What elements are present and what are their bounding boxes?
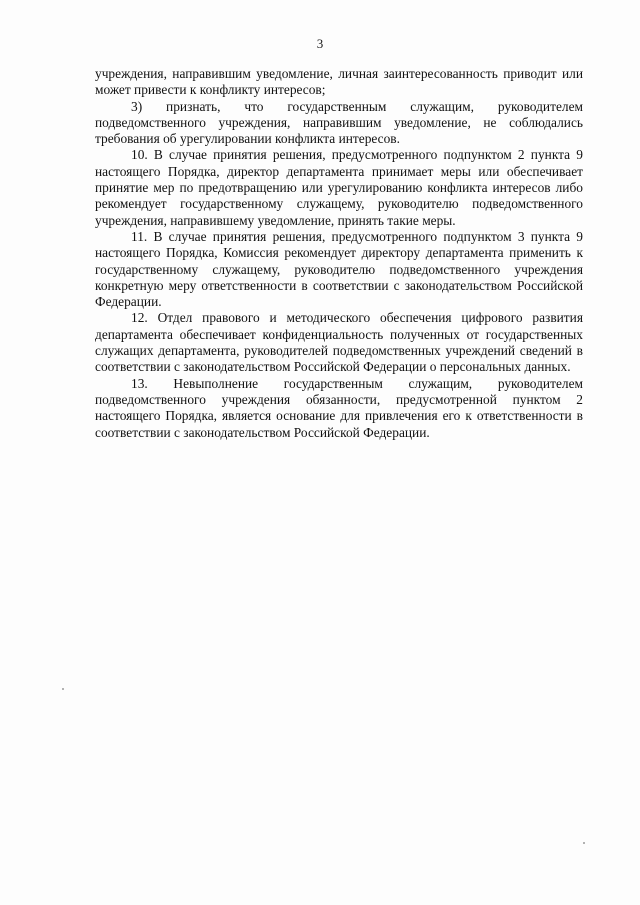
- paragraph-11: 11. В случае принятия решения, предусмотренного подпунктом 3 пункта 9 настоящего Порядка, Комиссия рекомендует директору департамента применить к государственному служащему, руководителю подведомственного учреждения конкретную меру ответственности в соответствии с законодательством Российской Федерации.: [95, 228, 583, 310]
- paragraph-continuation: учреждения, направившим уведомление, личная заинтересованность приводит или может привести к конфликту интересов;: [95, 66, 583, 98]
- paragraph-10: 10. В случае принятия решения, предусмотренного подпунктом 2 пункта 9 настоящего Порядка, директор департамента принимает меры или обеспечивает принятие мер по предотвращению или урегулированию конфликта интересов либо рекомендует государственному служащему, руководителю подведомственного учреждения, направившему уведомление, принять такие меры.: [95, 147, 583, 228]
- scan-speck: [583, 842, 585, 844]
- page-number: 3: [316, 36, 324, 51]
- scan-speck: [62, 688, 64, 690]
- paragraph-12: 12. Отдел правового и методического обеспечения цифрового развития департамента обеспечивает конфиденциальность полученных от государственных служащих департамента, руководителей подведомственных учреждений сведений в соответствии с законодательством Российской Федерации о персональных данных.: [95, 310, 583, 375]
- paragraph-13: 13. Невыполнение государственным служащим, руководителем подведомственного учреждения обязанности, предусмотренной пунктом 2 настоящего Порядка, является основание для привлечения его к ответственности в соответствии с законодательством Российской Федерации.: [95, 375, 583, 440]
- paragraph-item-3: 3) признать, что государственным служащим, руководителем подведомственного учреждения, направившим уведомление, не соблюдались требования об урегулировании конфликта интересов.: [95, 98, 583, 147]
- document-body: [95, 66, 583, 441]
